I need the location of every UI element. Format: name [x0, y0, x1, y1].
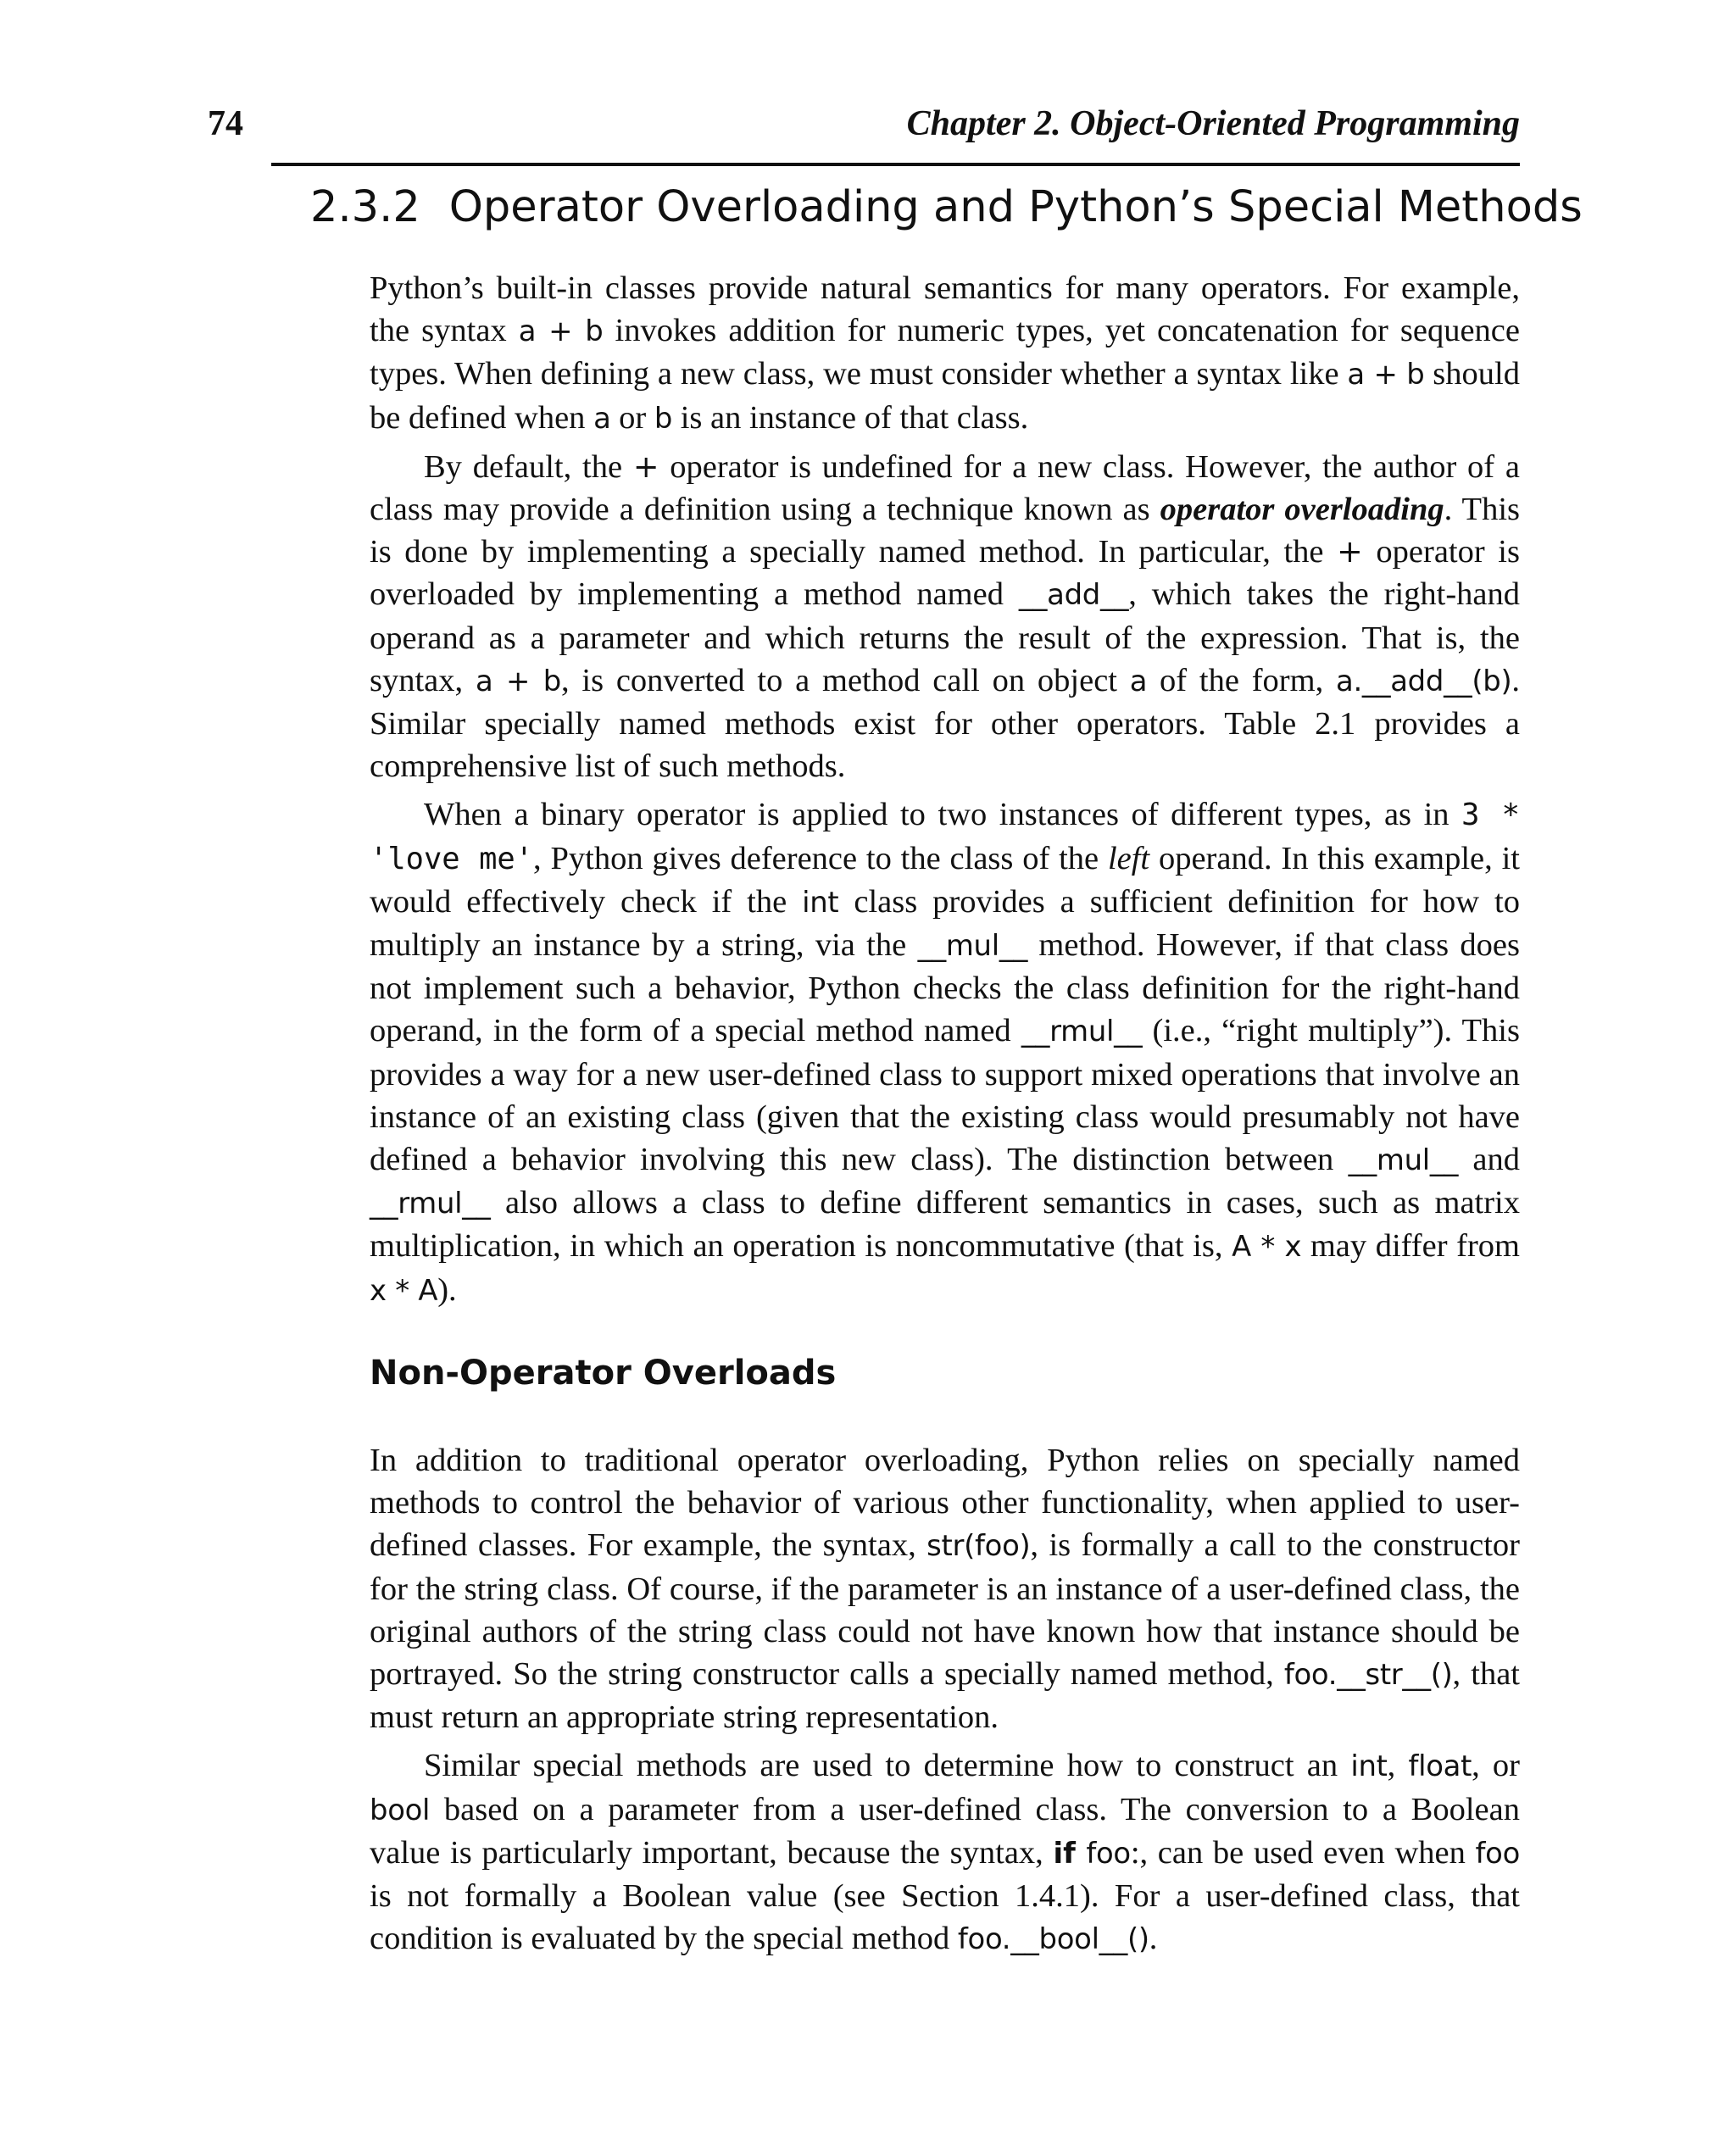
page-number: 74 [208, 104, 243, 143]
section-title: Operator Overloading and Python’s Special Methods [448, 182, 1583, 232]
text-run: , is formally a call to the constructor for the string class. Of course, if the parameter is an instance of a user-defined class, the original authors of the string class could not have known how that instance should be portrayed. So the string constructor calls a specially named method, [370, 1527, 1520, 1693]
text-run: In addition to traditional operator overloading, Python relies on specially named methods to control the behavior of various other functionality, when applied to user-defined classes. For example, the syntax, [370, 1443, 1520, 1564]
text-run: When a binary operator is applied to two instances of different types, as in [424, 797, 1462, 833]
inline-code: __mul__ [1348, 1143, 1459, 1177]
section-number: 2.3.2 [310, 182, 420, 232]
chapter-title: Chapter 2. Object-Oriented Programming [906, 104, 1520, 143]
inline-code: a [593, 401, 611, 435]
inline-code: a [1129, 664, 1148, 698]
inline-code: foo [1075, 1836, 1131, 1870]
inline-code: a + b [475, 664, 561, 698]
inline-code: foo.__str__() [1283, 1658, 1453, 1692]
text-run: Similar special methods are used to determine how to construct an [424, 1748, 1351, 1784]
text-run: , which takes the right-hand operand as a parameter and which returns the result of the expression. That is, the syntax, [370, 576, 1520, 698]
inline-code: str(foo) [926, 1529, 1031, 1563]
text-run: class provides a sufficient definition for how to multiply an instance by a string, via the [370, 883, 1520, 964]
text-run: operator is undefined for a new class. However, the author of a class may provide a definition using a technique known as [370, 448, 1520, 528]
running-head [208, 98, 1520, 149]
plus-operator: + [1337, 533, 1363, 570]
inline-code: a + b [518, 314, 604, 348]
text-run: , that must return an appropriate string representation. [370, 1656, 1520, 1736]
text-run: of the form, [1147, 662, 1336, 698]
text-run: , Python gives deference to the class of the [533, 840, 1108, 876]
text-run: By default, the [424, 448, 633, 485]
inline-code: x * A [370, 1273, 438, 1307]
section-body [370, 267, 1520, 1318]
inline-code: b [654, 401, 673, 435]
inline-code: A * x [1232, 1230, 1302, 1264]
text-run: operand. In this example, it would effectively check if the [370, 840, 1520, 920]
subsection-heading: Non-Operator Overloads [370, 1354, 837, 1393]
text-run: operator is overloaded by implementing a method named [370, 534, 1520, 613]
paragraph-5 [370, 1744, 1520, 1960]
inline-code: float [1408, 1749, 1472, 1783]
inline-code: a.__add__(b) [1336, 664, 1512, 698]
emphasis: left [1107, 840, 1150, 876]
text-run: or [610, 399, 654, 436]
subsection-body [370, 1439, 1520, 1966]
text-run: also allows a class to define different semantics in cases, such as matrix multiplication, in which an operation is noncommutative (that is, [370, 1185, 1520, 1265]
paragraph-4 [370, 1439, 1520, 1738]
keyword-if: if [1053, 1836, 1076, 1870]
inline-code: a + b [1347, 358, 1425, 392]
inline-code: __rmul__ [370, 1187, 491, 1221]
text-run: should be defined when [370, 356, 1520, 436]
inline-code: __add__ [1018, 578, 1129, 612]
inline-code: __rmul__ [1021, 1015, 1143, 1048]
paragraph-3 [370, 793, 1520, 1311]
text-run: , is converted to a method call on object [560, 662, 1130, 698]
inline-code: foo [1475, 1836, 1520, 1870]
text-run: , [1387, 1748, 1409, 1784]
text-run: :, can be used even when [1130, 1834, 1476, 1871]
inline-code: 3 * 'love me' [370, 798, 1520, 876]
paragraph-1 [370, 267, 1520, 440]
text-run: may differ from [1301, 1228, 1520, 1265]
inline-code: int [1350, 1749, 1388, 1783]
text-run: . Similar specially named methods exist for other operators. Table 2.1 provides a comprehensive list of such methods. [370, 662, 1520, 785]
text-run: . This is done by implementing a specially named method. In particular, the [370, 492, 1521, 570]
text-run: (i.e., “right multiply”). This provides a way for a new user-defined class to support mixed operations that involve an instance of an existing class (given that the existing class would presumably not have defined a behavior involving this new class). The distinction between [370, 1013, 1520, 1178]
text-run: and [1458, 1142, 1520, 1178]
text-run: , or [1472, 1748, 1520, 1784]
inline-code: bool [370, 1793, 431, 1827]
inline-code: __mul__ [917, 929, 1028, 963]
defined-term: operator overloading [1160, 492, 1444, 528]
text-run: Python’s built-in classes provide natural semantics for many operators. For example, the syntax [370, 270, 1520, 349]
section-heading [310, 178, 1583, 237]
inline-code: int [802, 885, 839, 919]
text-run: ). [437, 1271, 457, 1308]
text-run: is an instance of that class. [672, 399, 1029, 436]
text-run: based on a parameter from a user-defined class. The conversion to a Boolean value is particularly important, because the syntax, [370, 1791, 1520, 1871]
paragraph-2 [370, 446, 1520, 788]
text-run: method. However, if that class does not implement such a behavior, Python checks the class definition for the right-hand operand, in the form of a special method named [370, 927, 1521, 1049]
text-run: invokes addition for numeric types, yet concatenation for sequence types. When defining a new class, we must consider whether a syntax like [370, 313, 1520, 392]
header-rule [271, 163, 1520, 166]
inline-code: foo.__bool__() [957, 1922, 1149, 1956]
text-run: is not formally a Boolean value (see Section 1.4.1). For a user-defined class, that condition is evaluated by the special method [370, 1878, 1520, 1957]
plus-operator: + [632, 448, 659, 485]
text-run: . [1149, 1921, 1158, 1957]
